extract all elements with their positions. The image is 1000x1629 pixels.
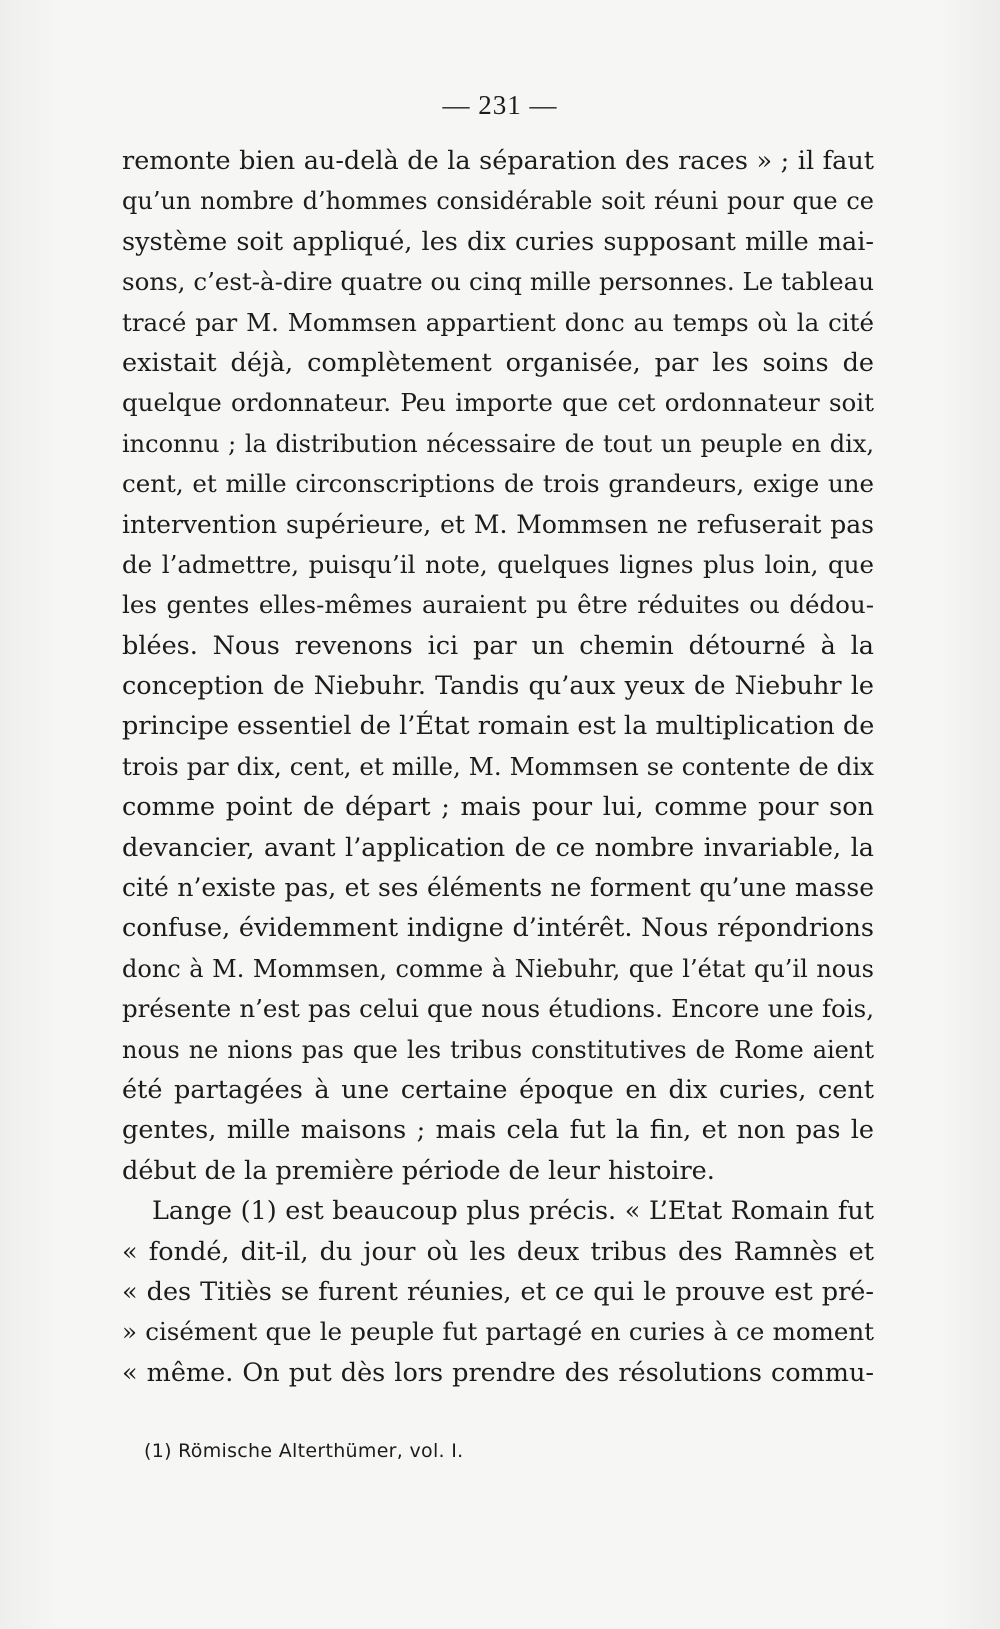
text-line: « des Titiès se furent réunies, et ce qui le prouve est pré-: [122, 1276, 874, 1307]
text-line: les gentes elles-mêmes auraient pu être réduites ou dédou-: [122, 590, 874, 620]
text-line: cent, et mille circonscriptions de trois grandeurs, exige une: [122, 469, 874, 499]
text-line: Lange (1) est beaucoup plus précis. « L’Etat Romain fut: [152, 1196, 874, 1227]
text-line: sons, c’est-à-dire quatre ou cinq mille personnes. Le tableau: [122, 267, 874, 297]
text-line: « fondé, dit-il, du jour où les deux tribus des Ramnès et: [122, 1236, 874, 1267]
text-line: conception de Niebuhr. Tandis qu’aux yeux de Niebuhr le: [122, 671, 874, 702]
text-line: existait déjà, complètement organisée, par les soins de: [122, 347, 874, 378]
text-line: donc à M. Mommsen, comme à Niebuhr, que l’état qu’il nous: [122, 954, 874, 983]
text-line: devancier, avant l’application de ce nombre invariable, la: [122, 832, 874, 863]
text-line: comme point de départ ; mais pour lui, comme pour son: [122, 792, 874, 823]
text-line: » cisément que le peuple fut partagé en curies à ce moment: [122, 1317, 874, 1347]
text-line: principe essentiel de l’État romain est la multiplication de: [122, 711, 875, 742]
text-line: intervention supérieure, et M. Mommsen ne refuserait pas: [122, 509, 874, 539]
text-line: nous ne nions pas que les tribus constitutives de Rome aient: [122, 1035, 874, 1064]
text-line: gentes, mille maisons ; mais cela fut la fin, et non pas le: [122, 1115, 874, 1146]
body-text: [122, 141, 874, 1393]
text-line: cité n’existe pas, et ses éléments ne forment qu’une masse: [122, 873, 874, 903]
text-line: trois par dix, cent, et mille, M. Mommsen se contente de dix: [122, 751, 874, 781]
text-line: système soit appliqué, les dix curies supposant mille mai-: [122, 226, 874, 257]
text-line: de l’admettre, puisqu’il note, quelques lignes plus loin, que: [122, 549, 874, 579]
text-line: qu’un nombre d’hommes considérable soit réuni pour que ce: [122, 187, 874, 216]
text-line: été partagées à une certaine époque en dix curies, cent: [122, 1074, 874, 1105]
text-line: remonte bien au-delà de la séparation des races » ; il faut: [122, 146, 874, 176]
page-number: — 231 —: [442, 90, 558, 120]
text-line: début de la première période de leur histoire.: [122, 1155, 715, 1186]
text-line: « même. On put dès lors prendre des résolutions commu-: [122, 1357, 874, 1388]
text-line: présente n’est pas celui que nous étudions. Encore une fois,: [122, 994, 874, 1024]
text-line: confuse, évidemment indigne d’intérêt. Nous répondrions: [122, 913, 874, 944]
text-line: inconnu ; la distribution nécessaire de tout un peuple en dix,: [122, 429, 874, 458]
footnote: (1) Römische Alterthümer, vol. I.: [144, 1440, 464, 1462]
text-line: tracé par M. Mommsen appartient donc au temps où la cité: [122, 307, 874, 337]
text-line: blées. Nous revenons ici par un chemin détourné à la: [122, 630, 874, 661]
text-line: quelque ordonnateur. Peu importe que cet ordonnateur soit: [122, 388, 874, 418]
